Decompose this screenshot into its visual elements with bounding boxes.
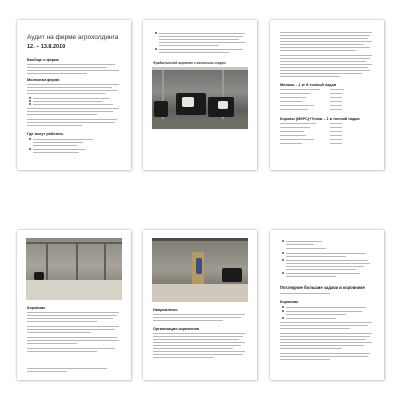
section-heading: Где могут работать xyxy=(27,132,64,136)
section-heading: Организация кормления xyxy=(153,327,200,331)
document-title: Аудит на ферме агрохолдинга xyxy=(27,34,119,41)
photo-caption: Фрайштальний коровник с молочным стадом xyxy=(153,61,226,65)
page-2 xyxy=(143,20,257,170)
section-heading: Напрямлены xyxy=(153,308,178,312)
section-heading: Коровы (МКРС)+Телки – 1 в тонный надоя xyxy=(280,117,360,121)
page-4 xyxy=(17,230,131,380)
section-heading: Молочная ферма xyxy=(27,78,60,82)
page-5 xyxy=(143,230,257,380)
section-heading: Вообще о ферме xyxy=(27,58,60,62)
barn-interior-photo xyxy=(26,238,122,300)
document-date: 12. – 13.8.2019 xyxy=(27,44,66,50)
section-heading: Молоко – 1 кг й тонный надоя xyxy=(280,83,337,87)
page-3 xyxy=(270,20,384,170)
section-heading: Коровник xyxy=(280,300,299,304)
page-6 xyxy=(270,230,384,380)
section-title: Последние большие задачи в коровнике xyxy=(280,285,365,290)
section-heading: Коровник xyxy=(27,306,46,310)
page-1 xyxy=(17,20,131,170)
feeding-alley-photo xyxy=(152,238,248,302)
barn-cows-photo xyxy=(152,67,248,129)
